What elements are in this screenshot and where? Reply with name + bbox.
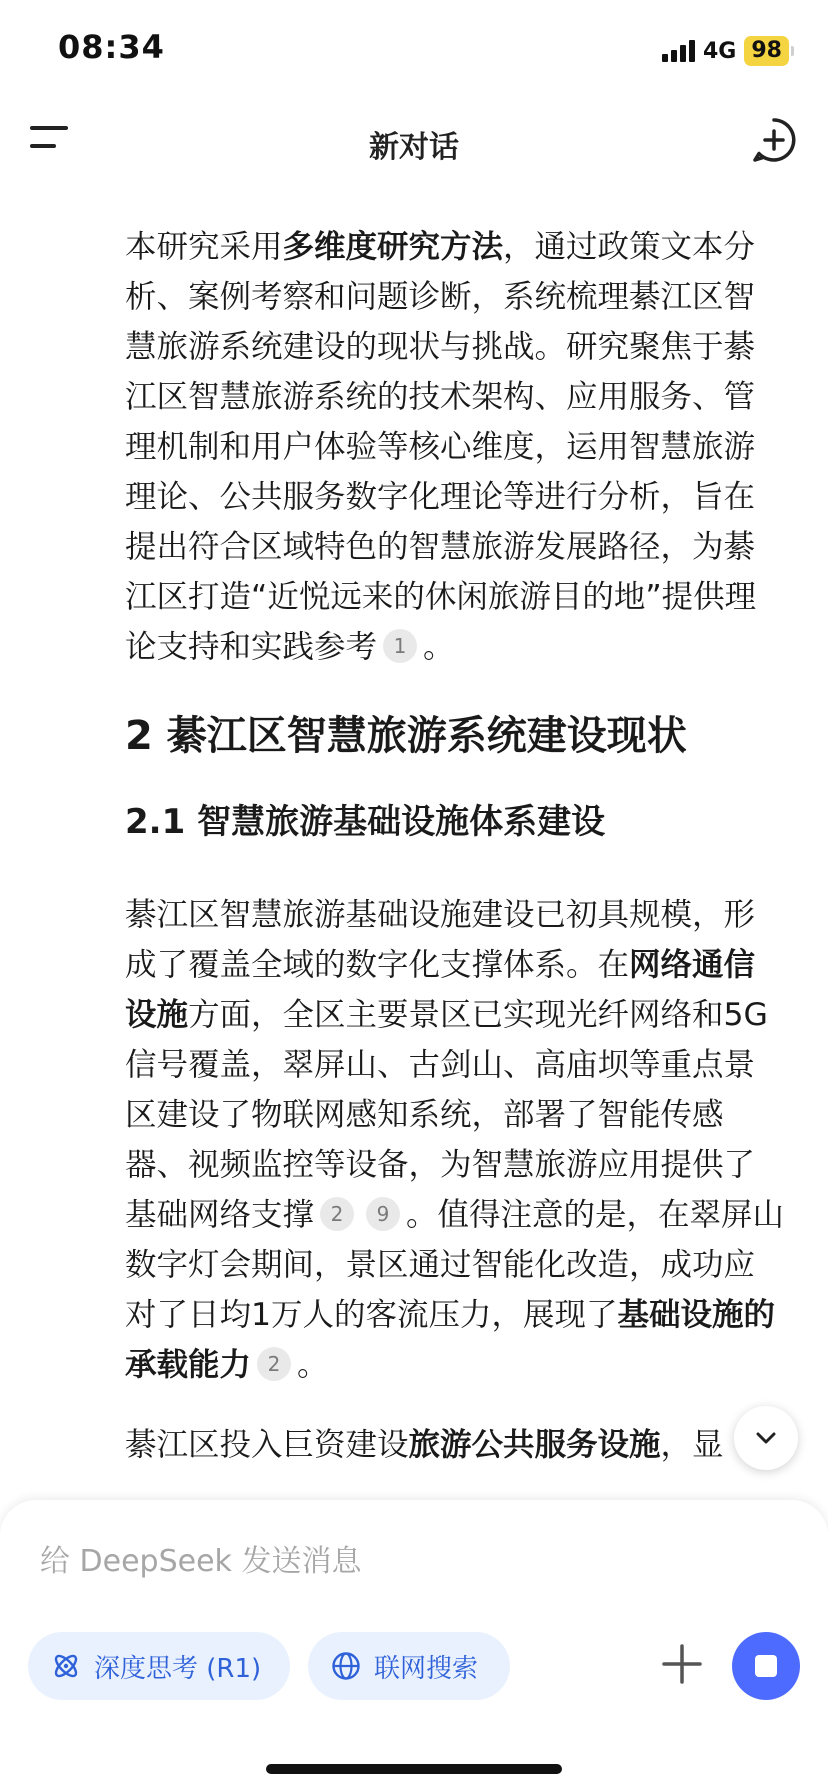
paragraph-research-method xyxy=(125,222,785,672)
web-search-toggle[interactable] xyxy=(308,1632,510,1700)
text-span: ，通过政策文本分析、案例考察和问题诊断，系统梳理綦江区智慧旅游系统建设的现状与挑战。研究聚焦于綦江区智慧旅游系统的技术架构、应用服务、管理机制和用户体验等核心维度，运用智慧旅游理论、公共服务数字化理论等进行分析，旨在提出符合区域特色的智慧旅游发展路径，为綦江区打造“近悦远来的休闲旅游目的地”提供理论支持和实践参考 xyxy=(125,229,757,665)
bold-text: 基础设施的承载能力 xyxy=(125,1297,776,1383)
globe-icon xyxy=(330,1650,362,1682)
chevron-down-icon xyxy=(751,1423,781,1453)
text-span: 。 xyxy=(297,1347,329,1383)
citation-badge[interactable]: 2 xyxy=(320,1197,354,1231)
bold-text: 旅游公共服务设施 xyxy=(408,1427,661,1463)
subsection-heading: 2.1 智慧旅游基础设施体系建设 xyxy=(125,802,606,842)
text-span: 綦江区智慧旅游基础设施建设已初具规模，形成了覆盖全域的数字化支撑体系。在 xyxy=(125,897,756,983)
stop-icon xyxy=(755,1655,777,1677)
text-span: ，显 xyxy=(660,1427,724,1463)
text-span: 綦江区投入巨资建设 xyxy=(125,1427,409,1463)
bold-text: 网络通信设施 xyxy=(125,947,756,1033)
status-time: 08:34 xyxy=(58,28,165,66)
bold-text: 多维度研究方法 xyxy=(282,229,504,265)
signal-icon xyxy=(662,40,695,62)
status-bar xyxy=(0,0,828,100)
paragraph-infrastructure xyxy=(125,890,785,1390)
text-span: 方面，全区主要景区已实现光纤网络和5G信号覆盖，翠屏山、古剑山、高庙坝等重点景区建设了物联网感知系统，部署了智能传感器、视频监控等设备，为智慧旅游应用提供了基础网络支撑 xyxy=(125,997,768,1233)
page-title: 新对话 xyxy=(369,130,459,165)
home-indicator[interactable] xyxy=(266,1764,562,1774)
citation-badge[interactable]: 1 xyxy=(383,629,417,663)
battery-icon: 98 xyxy=(744,36,789,66)
battery-tip xyxy=(791,46,794,56)
web-search-label: 联网搜索 xyxy=(374,1653,479,1684)
scroll-down-button[interactable] xyxy=(734,1406,798,1470)
section-heading: 2 綦江区智慧旅游系统建设现状 xyxy=(125,713,687,759)
chat-header xyxy=(0,100,828,180)
status-indicators xyxy=(662,36,794,66)
plus-icon[interactable] xyxy=(660,1642,704,1686)
message-composer xyxy=(0,1500,828,1792)
text-span: 。 xyxy=(423,629,455,665)
assistant-message xyxy=(125,222,785,1470)
citation-badge[interactable]: 9 xyxy=(366,1197,400,1231)
deep-think-toggle[interactable] xyxy=(28,1632,290,1700)
new-chat-icon[interactable] xyxy=(750,116,798,164)
text-span: 。值得注意的是，在翠屏山数字灯会期间，景区通过智能化改造，成功应对了日均1万人的客流压力，展现了 xyxy=(125,1197,785,1333)
stop-button[interactable] xyxy=(732,1632,800,1700)
deep-think-label: 深度思考 (R1) xyxy=(94,1653,262,1684)
text-span: 本研究采用 xyxy=(125,229,283,265)
atom-icon xyxy=(50,1650,82,1682)
citation-badge[interactable]: 2 xyxy=(257,1347,291,1381)
paragraph-public-services xyxy=(125,1420,785,1470)
message-input[interactable] xyxy=(40,1536,660,1586)
network-type: 4G xyxy=(703,38,737,64)
